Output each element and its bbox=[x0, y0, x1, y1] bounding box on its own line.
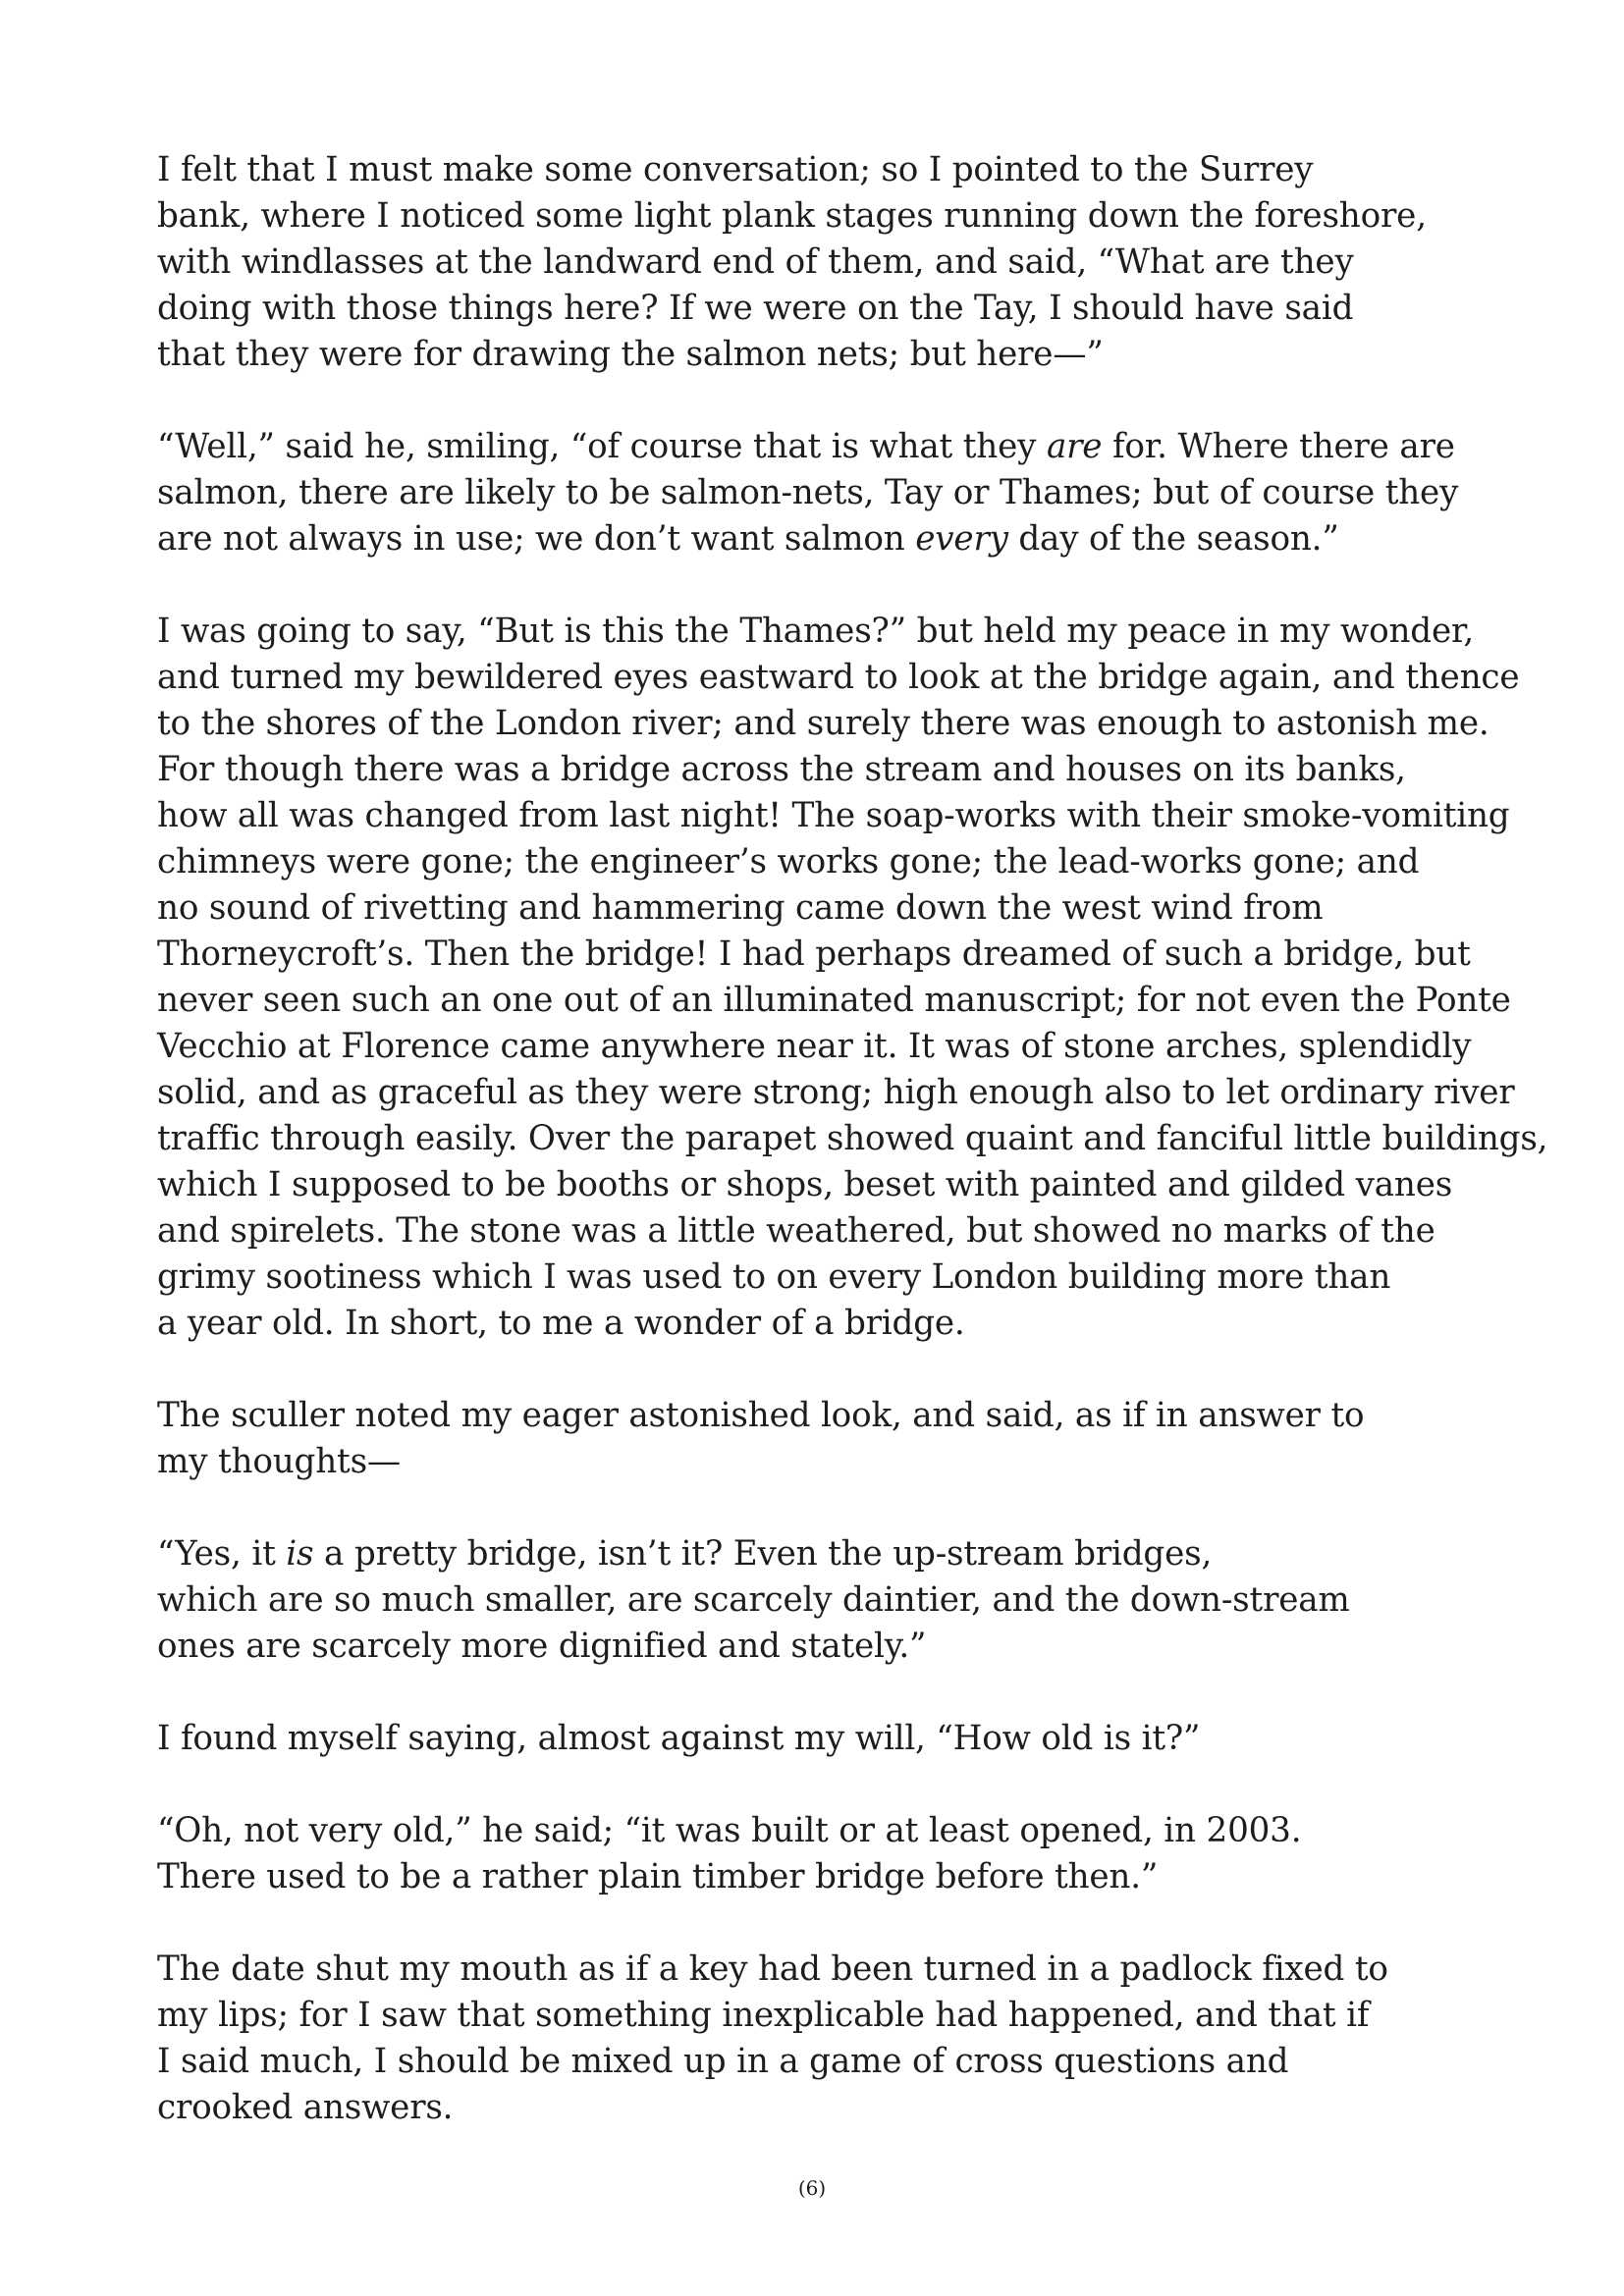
paragraph bbox=[157, 609, 1548, 1347]
text-line: The sculler noted my eager astonished look, and said, as if in answer to bbox=[157, 1396, 1365, 1435]
text-line: never seen such an one out of an illuminated manuscript; for not even the Ponte bbox=[157, 981, 1511, 1020]
text-line: solid, and as graceful as they were strong; high enough also to let ordinary river bbox=[157, 1073, 1515, 1112]
text-line: that they were for drawing the salmon nets; but here—” bbox=[157, 335, 1104, 374]
text-line: a year old. In short, to me a wonder of a bridge. bbox=[157, 1304, 965, 1343]
text-line: doing with those things here? If we were on the Tay, I should have said bbox=[157, 289, 1354, 328]
text-line: traffic through easily. Over the parapet showed quaint and fanciful little buildings, bbox=[157, 1119, 1548, 1158]
text-line: For though there was a bridge across the stream and houses on its banks, bbox=[157, 750, 1406, 789]
paragraph bbox=[157, 1808, 1512, 1900]
text-line: to the shores of the London river; and surely there was enough to astonish me. bbox=[157, 704, 1489, 743]
text-line: Thorneycroft’s. Then the bridge! I had perhaps dreamed of such a bridge, but bbox=[157, 934, 1471, 974]
paragraph bbox=[157, 1716, 1512, 1762]
paragraph bbox=[157, 1531, 1512, 1670]
paragraph bbox=[157, 1393, 1512, 1485]
text-line: which are so much smaller, are scarcely daintier, and the down-stream bbox=[157, 1580, 1350, 1620]
text-line: and spirelets. The stone was a little weathered, but showed no marks of the bbox=[157, 1211, 1435, 1251]
emphasis-text: is bbox=[286, 1534, 314, 1574]
text-line: chimneys were gone; the engineer’s works gone; the lead-works gone; and bbox=[157, 842, 1420, 881]
paragraph bbox=[157, 1947, 1512, 2131]
text-line: are not always in use; we don’t want salmon every day of the season.” bbox=[157, 519, 1339, 559]
text-line: I felt that I must make some conversation; so I pointed to the Surrey bbox=[157, 150, 1314, 189]
emphasis-text: are bbox=[1046, 427, 1103, 466]
text-line: I was going to say, “But is this the Thames?” but held my peace in my wonder, bbox=[157, 612, 1475, 651]
text-line: salmon, there are likely to be salmon-nets, Tay or Thames; but of course they bbox=[157, 473, 1459, 512]
paragraph bbox=[157, 424, 1512, 562]
text-line: bank, where I noticed some light plank stages running down the foreshore, bbox=[157, 196, 1427, 236]
text-line: no sound of rivetting and hammering came down the west wind from bbox=[157, 888, 1324, 928]
text-line: I found myself saying, almost against my will, “How old is it?” bbox=[157, 1719, 1201, 1758]
paragraph bbox=[157, 147, 1512, 378]
text-line: Vecchio at Florence came anywhere near it. It was of stone arches, splendidly bbox=[157, 1027, 1472, 1066]
text-line: my thoughts— bbox=[157, 1442, 401, 1481]
text-line: grimy sootiness which I was used to on every London building more than bbox=[157, 1257, 1391, 1297]
text-line: my lips; for I saw that something inexplicable had happened, and that if bbox=[157, 1996, 1370, 2035]
text-line: which I supposed to be booths or shops, beset with painted and gilded vanes bbox=[157, 1165, 1453, 1204]
text-line: There used to be a rather plain timber bridge before then.” bbox=[157, 1857, 1159, 1896]
text-line: ones are scarcely more dignified and stately.” bbox=[157, 1627, 927, 1666]
page-number: (6) bbox=[797, 2176, 827, 2200]
text-line: “Well,” said he, smiling, “of course that is what they are for. Where there are bbox=[157, 427, 1455, 466]
text-line: and turned my bewildered eyes eastward to look at the bridge again, and thence bbox=[157, 658, 1520, 697]
text-line: I said much, I should be mixed up in a game of cross questions and bbox=[157, 2042, 1289, 2081]
text-line: “Yes, it is a pretty bridge, isn’t it? Even the up-stream bridges, bbox=[157, 1534, 1213, 1574]
text-line: how all was changed from last night! The soap-works with their smoke-vomiting bbox=[157, 796, 1510, 835]
text-line: “Oh, not very old,” he said; “it was built or at least opened, in 2003. bbox=[157, 1811, 1302, 1850]
emphasis-text: every bbox=[915, 519, 1008, 559]
body-text bbox=[157, 147, 1548, 2177]
text-line: with windlasses at the landward end of them, and said, “What are they bbox=[157, 242, 1354, 282]
text-line: crooked answers. bbox=[157, 2088, 454, 2127]
text-line: The date shut my mouth as if a key had been turned in a padlock fixed to bbox=[157, 1949, 1388, 1989]
